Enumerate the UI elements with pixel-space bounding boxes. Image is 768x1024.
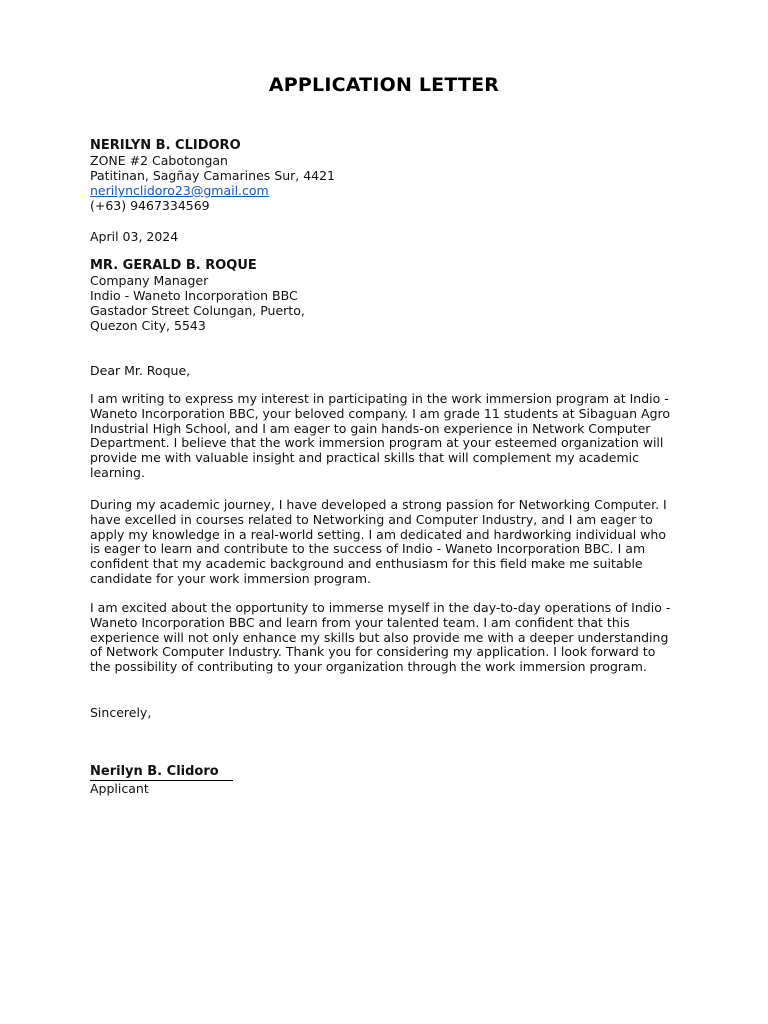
recipient-block: [90, 258, 670, 333]
sender-phone: (+63) 9467334569: [90, 198, 210, 213]
recipient-address-line2: Quezon City, 5543: [90, 318, 206, 333]
recipient-company: Indio - Waneto Incorporation BBC: [90, 288, 298, 303]
body-paragraph-2-block: [90, 498, 675, 587]
sender-name: NERILYN B. CLIDORO: [90, 138, 241, 153]
date-block: [90, 229, 670, 244]
sender-block: [90, 138, 670, 213]
signature-block: [90, 763, 670, 796]
body-paragraph-3-block: [90, 601, 675, 675]
closing: Sincerely,: [90, 705, 152, 720]
recipient-name: MR. GERALD B. ROQUE: [90, 258, 257, 273]
signature-name: Nerilyn B. Clidoro: [90, 764, 233, 781]
document-title: APPLICATION LETTER: [268, 74, 500, 96]
body-paragraph-1-block: [90, 392, 675, 481]
recipient-address-line1: Gastador Street Colungan, Puerto,: [90, 303, 305, 318]
body-paragraph: During my academic journey, I have developed a strong passion for Networking Computer. I have excelled in courses related to Networking and Computer Industry, and I am eager to apply my knowledge in a real-world setting. I am dedicated and hardworking individual who is eager to learn and contribute to the success of Indio - Waneto Incorporation BBC. I am confident that my academic background and enthusiasm for this field make me suitable candidate for your work immersion program.: [90, 497, 667, 586]
salutation: Dear Mr. Roque,: [90, 363, 191, 378]
closing-block: [90, 705, 670, 720]
sender-address-line2: Patitinan, Sagñay Camarines Sur, 4421: [90, 168, 336, 183]
body-paragraph: I am excited about the opportunity to immerse myself in the day-to-day operations of Indio - Waneto Incorporation BBC and learn from your talented team. I am confident that this experience will not only enhance my skills but also provide me with a deeper understanding of Network Computer Industry. Thank you for considering my application. I look forward to the possibility of contributing to your organization through the work immersion program.: [90, 600, 671, 675]
sender-address-line1: ZONE #2 Cabotongan: [90, 153, 228, 168]
salutation-block: [90, 363, 670, 378]
sender-email-link[interactable]: nerilynclidoro23@gmail.com: [90, 183, 269, 198]
body-paragraph: I am writing to express my interest in participating in the work immersion program at Indio - Waneto Incorporation BBC, your beloved company. I am grade 11 students at Sibaguan Agro Industrial High School, and I am eager to gain hands-on experience in Network Computer Department. I believe that the work immersion program at your esteemed organization will provide me with valuable insight and practical skills that will complement my academic learning.: [90, 391, 671, 480]
recipient-position: Company Manager: [90, 273, 209, 288]
signature-role: Applicant: [90, 781, 149, 796]
letter-date: April 03, 2024: [90, 229, 179, 244]
